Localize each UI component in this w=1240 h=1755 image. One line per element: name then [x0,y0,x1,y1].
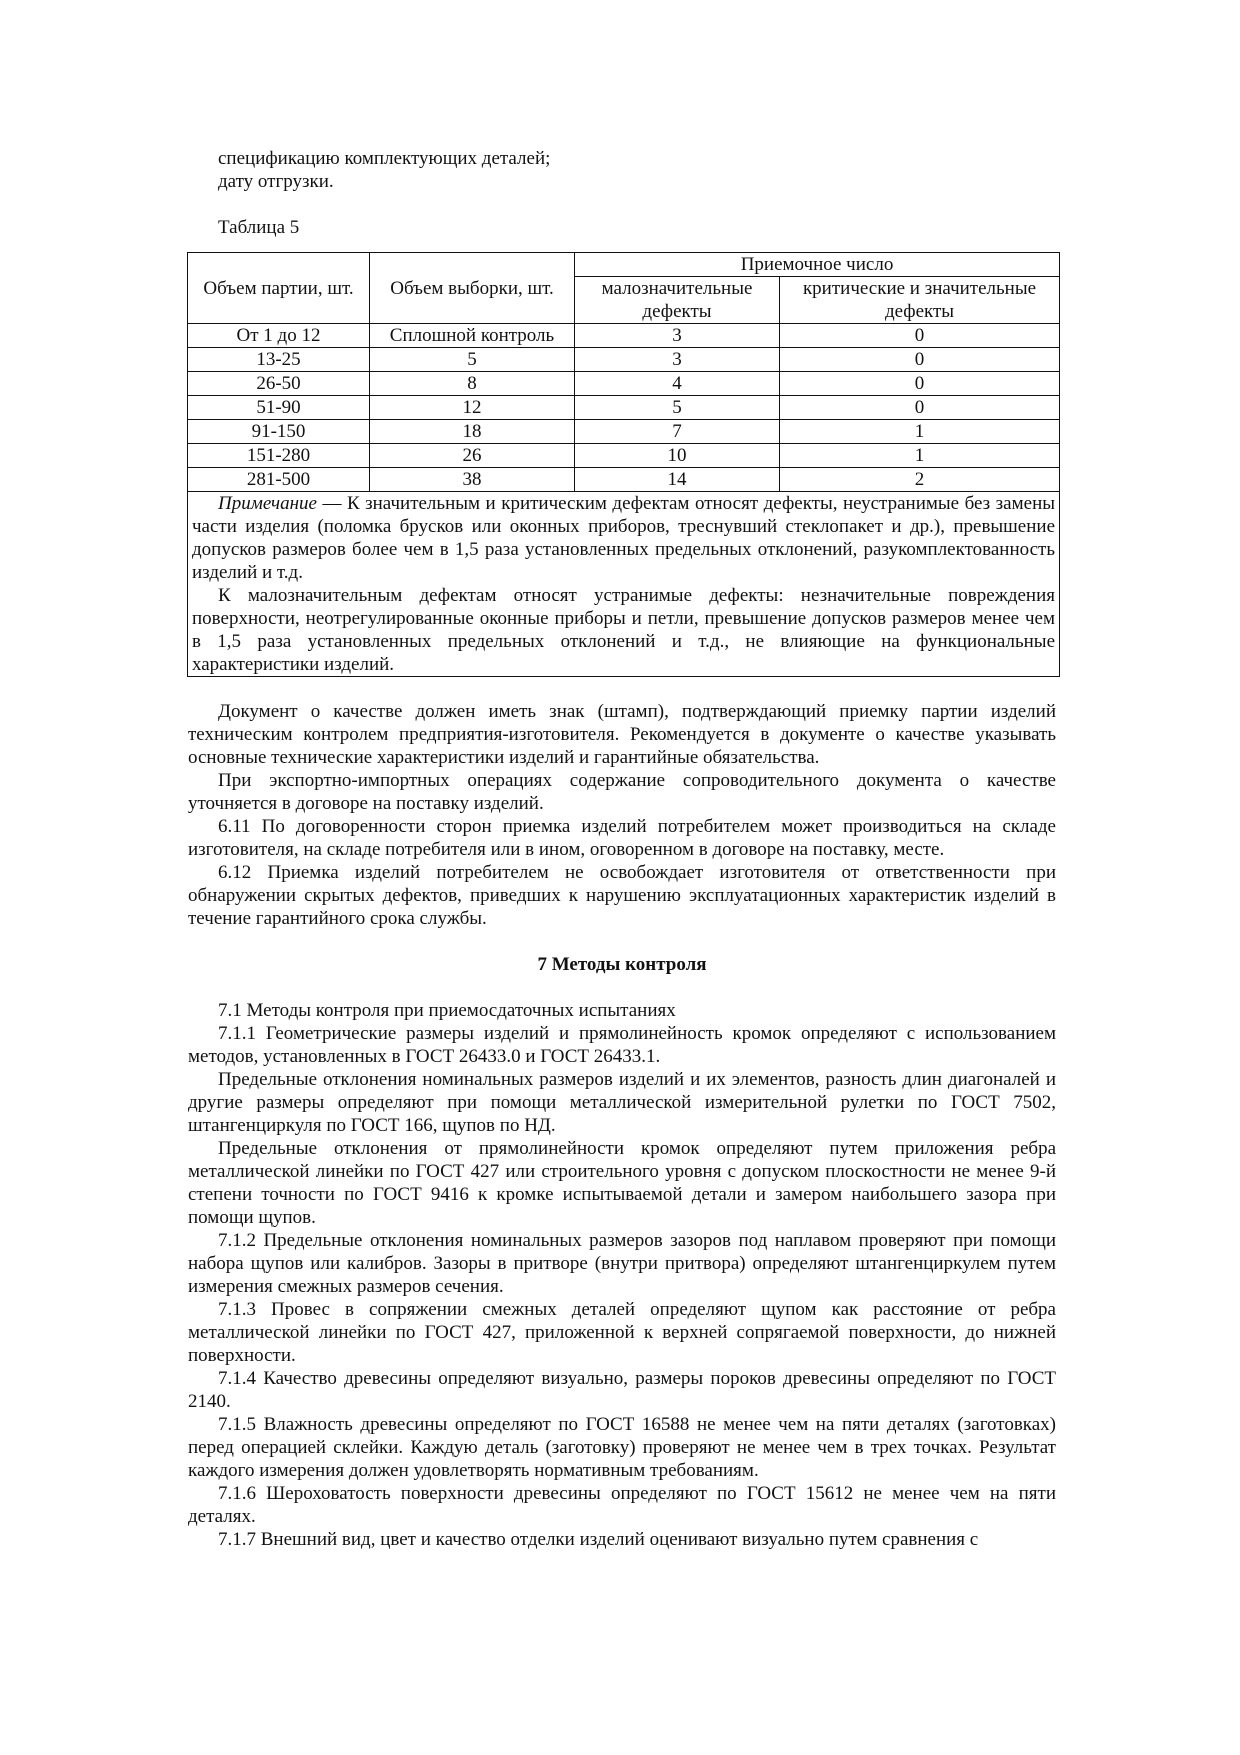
cell-critical: 0 [780,348,1060,372]
document-page [188,147,1056,1551]
cell-sample: 18 [370,420,575,444]
header-critical-defects: критические и значительные дефекты [780,277,1060,324]
cell-sample: Сплошной контроль [370,324,575,348]
cell-critical: 1 [780,420,1060,444]
cell-minor: 14 [575,468,780,492]
table-row [188,324,1060,348]
cell-critical: 2 [780,468,1060,492]
intro-line: дату отгрузки. [218,171,334,192]
paragraph: 6.12 Приемка изделий потребителем не освобождает изготовителя от ответственности при обнаружении скрытых дефектов, приведших к нарушению эксплуатационных характеристик изделий в течение гарантийного срока службы. [188,862,1056,929]
paragraph: 7.1.5 Влажность древесины определяют по ГОСТ 16588 не менее чем на пяти деталях (заготовках) перед операцией склейки. Каждую деталь (заготовку) проверяют не менее чем в трех точках. Результат каждого измерения должен удовлетворять нормативным требованиям. [188,1414,1056,1481]
header-acceptance-number: Приемочное число [575,253,1060,277]
note-text: — К значительным и критическим дефектам относят дефекты, неустранимые без замены части изделия (поломка брусков или оконных приборов, треснувший стеклопакет и др.), превышение допусков размеров более чем в 1,5 раза установленных предельных отклонений, разукомплектованность изделий и т.д. [192,493,1056,583]
paragraph: 6.11 По договоренности сторон приемка изделий потребителем может производиться на складе изготовителя, на складе потребителя или в ином, оговоренном в договоре на поставку, месте. [188,816,1056,860]
header-minor-defects: малозначительные дефекты [575,277,780,324]
table-row [188,372,1060,396]
cell-minor: 3 [575,324,780,348]
paragraph: 7.1.3 Провес в сопряжении смежных деталей определяют щупом как расстояние от ребра металлической линейки по ГОСТ 427, приложенной к верхней сопрягаемой поверхности, до нижней поверхности. [188,1299,1056,1366]
header-batch-size: Объем партии, шт. [188,253,370,324]
cell-minor: 5 [575,396,780,420]
paragraph: 7.1.2 Предельные отклонения номинальных размеров зазоров под наплавом проверяют при помощи набора щупов или калибров. Зазоры в притворе (внутри притвора) определяют штангенциркулем путем измерения смежных размеров сечения. [188,1230,1056,1297]
cell-minor: 4 [575,372,780,396]
cell-sample: 8 [370,372,575,396]
paragraph: 7.1.4 Качество древесины определяют визуально, размеры пороков древесины определяют по ГОСТ 2140. [188,1368,1056,1412]
cell-batch: 51-90 [188,396,370,420]
cell-sample: 12 [370,396,575,420]
cell-sample: 5 [370,348,575,372]
section-title: 7 Методы контроля [537,954,707,975]
table-row [188,420,1060,444]
cell-batch: 151-280 [188,444,370,468]
cell-batch: 281-500 [188,468,370,492]
table-row [188,468,1060,492]
cell-sample: 26 [370,444,575,468]
cell-minor: 10 [575,444,780,468]
note-text-minor: К малозначительным дефектам относят устранимые дефекты: незначительные повреждения поверхности, неотрегулированные оконные приборы и петли, превышение допусков размеров менее чем в 1,5 раза установленных предельных отклонений и т.д., не влияющие на функциональные характеристики изделий. [192,585,1056,675]
table-caption: Таблица 5 [218,217,300,238]
cell-critical: 1 [780,444,1060,468]
cell-sample: 38 [370,468,575,492]
cell-critical: 0 [780,372,1060,396]
paragraph: Документ о качестве должен иметь знак (штамп), подтверждающий приемку партии изделий техническим контролем предприятия-изготовителя. Рекомендуется в документе о качестве указывать основные технические характеристики изделий и гарантийные обязательства. [188,701,1056,768]
paragraph: 7.1 Методы контроля при приемосдаточных испытаниях [218,1000,676,1021]
paragraph: При экспортно-импортных операциях содержание сопроводительного документа о качестве уточняется в договоре на поставку изделий. [188,770,1056,814]
paragraph: 7.1.6 Шероховатость поверхности древесины определяют по ГОСТ 15612 не менее чем на пяти деталях. [188,1483,1056,1527]
cell-critical: 0 [780,324,1060,348]
cell-minor: 3 [575,348,780,372]
table-note [188,492,1060,677]
paragraph: Предельные отклонения от прямолинейности кромок определяют путем приложения ребра металлической линейки по ГОСТ 427 или строительного уровня с допуском плоскостности не менее 9-й степени точности по ГОСТ 9416 к кромке испытываемой детали и замером наибольшего зазора при помощи щупов. [188,1138,1056,1228]
cell-critical: 0 [780,396,1060,420]
table-row [188,348,1060,372]
cell-batch: 91-150 [188,420,370,444]
note-label: Примечание [218,493,317,514]
paragraph: 7.1.1 Геометрические размеры изделий и прямолинейность кромок определяют с использованием методов, установленных в ГОСТ 26433.0 и ГОСТ 26433.1. [188,1023,1056,1067]
table-row [188,396,1060,420]
acceptance-table [187,252,1060,677]
cell-batch: 13-25 [188,348,370,372]
cell-batch: 26-50 [188,372,370,396]
paragraph: 7.1.7 Внешний вид, цвет и качество отделки изделий оценивают визуально путем сравнения с [218,1529,979,1550]
header-sample-size: Объем выборки, шт. [370,253,575,324]
cell-batch: От 1 до 12 [188,324,370,348]
table-row [188,444,1060,468]
paragraph: Предельные отклонения номинальных размеров изделий и их элементов, разность длин диагоналей и другие размеры определяют при помощи металлической измерительной рулетки по ГОСТ 7502, штангенциркуля по ГОСТ 166, щупов по НД. [188,1069,1056,1136]
cell-minor: 7 [575,420,780,444]
intro-line: спецификацию комплектующих деталей; [218,148,551,169]
